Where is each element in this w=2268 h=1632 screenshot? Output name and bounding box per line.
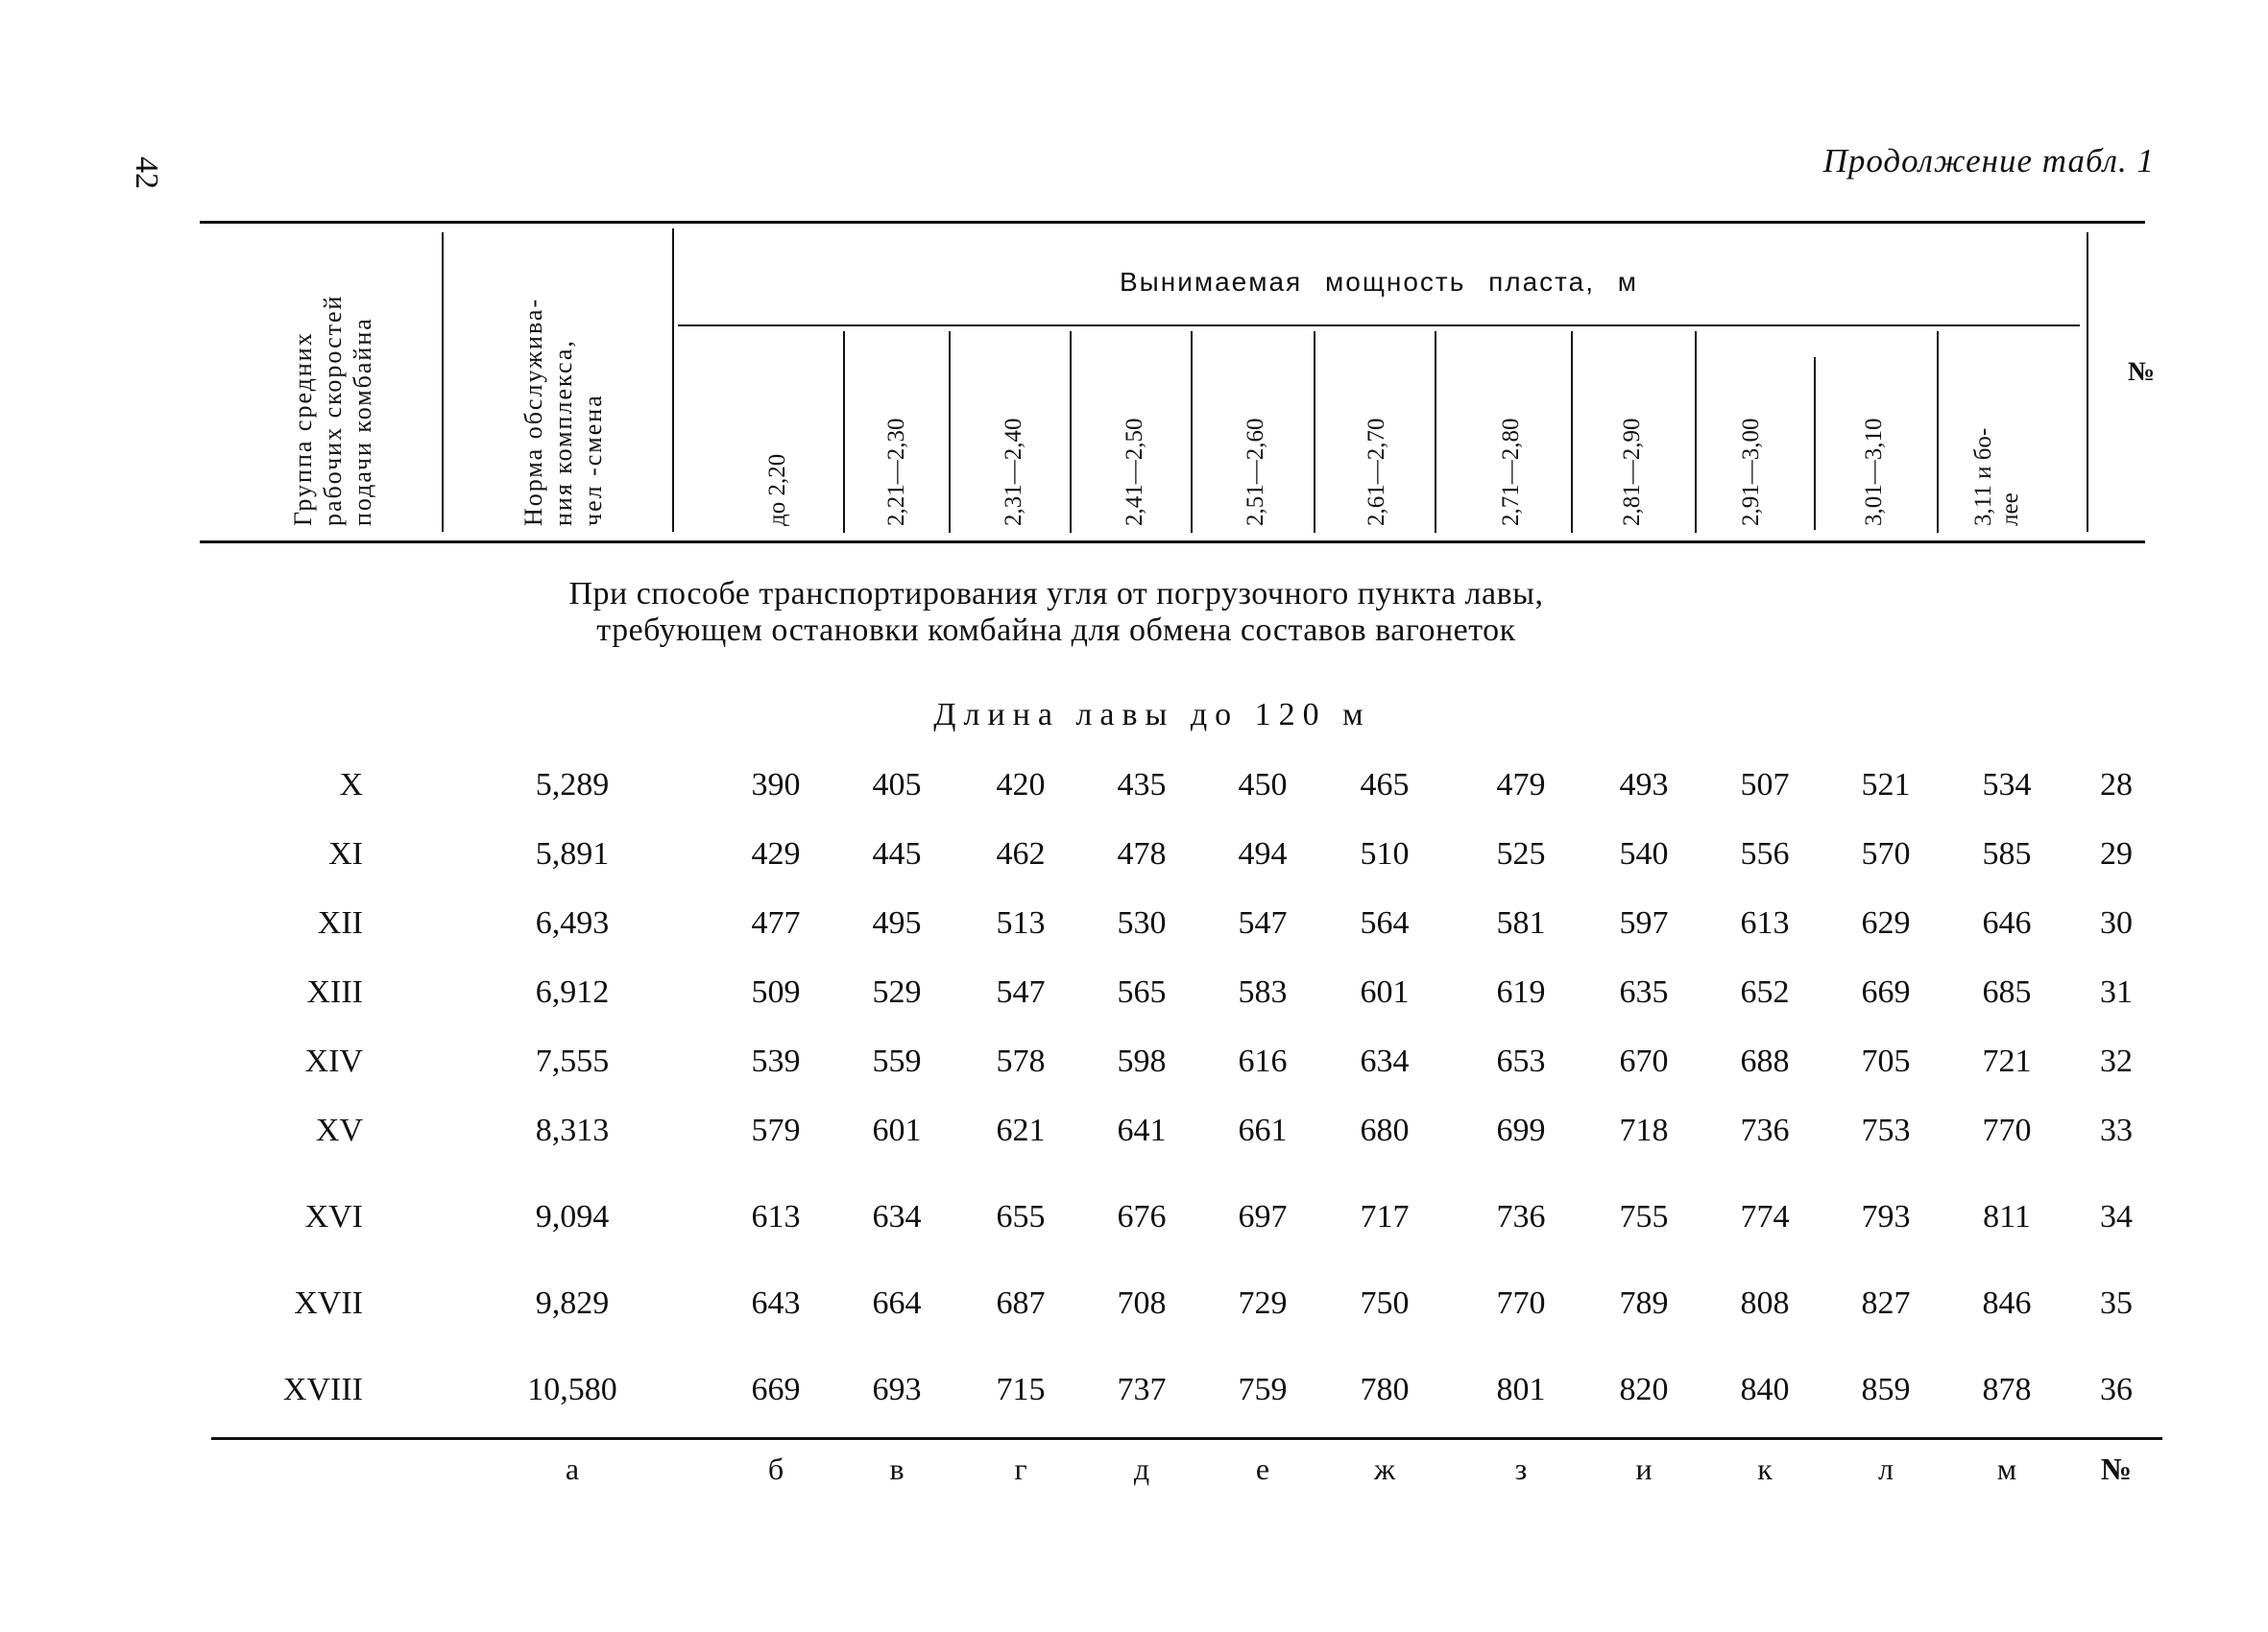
column-letter: м bbox=[1996, 1452, 2017, 1486]
value-cell: 827 bbox=[1861, 1285, 1911, 1321]
value-cell: 688 bbox=[1740, 1044, 1790, 1079]
divider-range bbox=[843, 331, 845, 533]
value-cell: 494 bbox=[1238, 836, 1288, 872]
value-cell: 717 bbox=[1360, 1199, 1410, 1235]
column-letter: в bbox=[889, 1452, 905, 1486]
value-cell: 616 bbox=[1238, 1044, 1288, 1079]
value-cell: 655 bbox=[996, 1199, 1046, 1235]
value-cell: 661 bbox=[1238, 1113, 1288, 1148]
value-cell: 583 bbox=[1238, 974, 1288, 1010]
norm-cell: 9,829 bbox=[535, 1285, 610, 1321]
section-subtitle: Длина лавы до 120 м bbox=[933, 697, 1371, 732]
value-cell: 601 bbox=[1360, 974, 1410, 1010]
value-cell: 556 bbox=[1740, 836, 1790, 872]
value-cell: 774 bbox=[1740, 1199, 1790, 1235]
value-cell: 697 bbox=[1238, 1199, 1288, 1235]
section-title: При способе транспортирования угля от погрузочного пункта лавы, требующем остановки комбайна для обмена составов вагонеток bbox=[568, 576, 1544, 648]
thickness-header: Вынимаемая мощность пласта, м bbox=[1119, 267, 1639, 297]
column-letter: и bbox=[1635, 1452, 1653, 1486]
value-cell: 736 bbox=[1740, 1113, 1790, 1148]
column-letter: л bbox=[1878, 1452, 1894, 1486]
value-cell: 808 bbox=[1740, 1285, 1790, 1321]
value-cell: 390 bbox=[751, 767, 801, 803]
value-cell: 619 bbox=[1496, 974, 1546, 1010]
row-number-cell: 31 bbox=[2100, 974, 2133, 1010]
column-letter: д bbox=[1133, 1452, 1150, 1486]
value-cell: 510 bbox=[1360, 836, 1410, 872]
norm-cell: 6,912 bbox=[535, 974, 610, 1010]
value-cell: 579 bbox=[751, 1113, 801, 1148]
value-cell: 693 bbox=[872, 1372, 922, 1407]
value-cell: 641 bbox=[1117, 1113, 1167, 1148]
value-cell: 601 bbox=[872, 1113, 922, 1148]
value-cell: 793 bbox=[1861, 1199, 1911, 1235]
column-letter: г bbox=[1014, 1452, 1027, 1486]
value-cell: 820 bbox=[1619, 1372, 1669, 1407]
value-cell: 462 bbox=[996, 836, 1046, 872]
row-number-cell: 33 bbox=[2100, 1113, 2133, 1148]
value-cell: 669 bbox=[1861, 974, 1911, 1010]
norm-cell: 5,289 bbox=[535, 767, 610, 803]
value-cell: 521 bbox=[1861, 767, 1911, 803]
value-cell: 547 bbox=[1238, 905, 1288, 941]
value-cell: 495 bbox=[872, 905, 922, 941]
value-cell: 477 bbox=[751, 905, 801, 941]
value-cell: 670 bbox=[1619, 1044, 1669, 1079]
value-cell: 478 bbox=[1117, 836, 1167, 872]
group-cell: XIV bbox=[304, 1044, 363, 1079]
value-cell: 547 bbox=[996, 974, 1046, 1010]
value-cell: 770 bbox=[1982, 1113, 2032, 1148]
row-number-cell: 36 bbox=[2100, 1372, 2133, 1407]
divider-number bbox=[2087, 232, 2088, 532]
value-cell: 664 bbox=[872, 1285, 922, 1321]
value-cell: 750 bbox=[1360, 1285, 1410, 1321]
divider-range bbox=[1191, 331, 1193, 533]
value-cell: 621 bbox=[996, 1113, 1046, 1148]
norm-cell: 10,580 bbox=[527, 1372, 617, 1407]
value-cell: 581 bbox=[1496, 905, 1546, 941]
value-cell: 540 bbox=[1619, 836, 1669, 872]
value-cell: 613 bbox=[1740, 905, 1790, 941]
thickness-underline bbox=[678, 324, 2080, 326]
divider-range bbox=[1695, 331, 1697, 533]
value-cell: 643 bbox=[751, 1285, 801, 1321]
group-cell: X bbox=[339, 767, 363, 803]
norm-cell: 5,891 bbox=[535, 836, 610, 872]
row-number-cell: 28 bbox=[2100, 767, 2133, 803]
divider-group bbox=[442, 232, 444, 532]
norm-cell: 8,313 bbox=[535, 1113, 610, 1148]
table-top-rule bbox=[200, 221, 2145, 224]
value-cell: 405 bbox=[872, 767, 922, 803]
value-cell: 565 bbox=[1117, 974, 1167, 1010]
group-cell: XVI bbox=[304, 1199, 363, 1235]
value-cell: 753 bbox=[1861, 1113, 1911, 1148]
group-cell: XVIII bbox=[282, 1372, 363, 1407]
value-cell: 513 bbox=[996, 905, 1046, 941]
divider-range bbox=[949, 331, 951, 533]
value-cell: 755 bbox=[1619, 1199, 1669, 1235]
value-cell: 729 bbox=[1238, 1285, 1288, 1321]
column-letter: № bbox=[2100, 1452, 2133, 1486]
value-cell: 530 bbox=[1117, 905, 1167, 941]
row-number-cell: 34 bbox=[2100, 1199, 2133, 1235]
value-cell: 479 bbox=[1496, 767, 1546, 803]
column-letter: к bbox=[1757, 1452, 1773, 1486]
value-cell: 465 bbox=[1360, 767, 1410, 803]
divider-range bbox=[1814, 357, 1816, 530]
value-cell: 445 bbox=[872, 836, 922, 872]
footer-rule bbox=[211, 1437, 2162, 1440]
value-cell: 736 bbox=[1496, 1199, 1546, 1235]
value-cell: 493 bbox=[1619, 767, 1669, 803]
value-cell: 715 bbox=[996, 1372, 1046, 1407]
value-cell: 685 bbox=[1982, 974, 2032, 1010]
value-cell: 737 bbox=[1117, 1372, 1167, 1407]
value-cell: 570 bbox=[1861, 836, 1911, 872]
value-cell: 420 bbox=[996, 767, 1046, 803]
value-cell: 676 bbox=[1117, 1199, 1167, 1235]
value-cell: 780 bbox=[1360, 1372, 1410, 1407]
row-number-cell: 35 bbox=[2100, 1285, 2133, 1321]
value-cell: 811 bbox=[1983, 1199, 2031, 1235]
value-cell: 801 bbox=[1496, 1372, 1546, 1407]
divider-norm bbox=[672, 228, 674, 532]
value-cell: 770 bbox=[1496, 1285, 1546, 1321]
value-cell: 846 bbox=[1982, 1285, 2032, 1321]
divider-range bbox=[1070, 331, 1072, 533]
value-cell: 721 bbox=[1982, 1044, 2032, 1079]
divider-range bbox=[1571, 331, 1573, 533]
value-cell: 585 bbox=[1982, 836, 2032, 872]
norm-cell: 7,555 bbox=[535, 1044, 610, 1079]
value-cell: 598 bbox=[1117, 1044, 1167, 1079]
value-cell: 718 bbox=[1619, 1113, 1669, 1148]
column-letter: б bbox=[767, 1452, 784, 1486]
value-cell: 578 bbox=[996, 1044, 1046, 1079]
value-cell: 705 bbox=[1861, 1044, 1911, 1079]
value-cell: 878 bbox=[1982, 1372, 2032, 1407]
value-cell: 429 bbox=[751, 836, 801, 872]
value-cell: 634 bbox=[872, 1199, 922, 1235]
column-letter: ж bbox=[1373, 1452, 1396, 1486]
value-cell: 525 bbox=[1496, 836, 1546, 872]
value-cell: 687 bbox=[996, 1285, 1046, 1321]
group-cell: XIII bbox=[306, 974, 363, 1010]
value-cell: 840 bbox=[1740, 1372, 1790, 1407]
value-cell: 629 bbox=[1861, 905, 1911, 941]
value-cell: 634 bbox=[1360, 1044, 1410, 1079]
group-cell: XVII bbox=[294, 1285, 363, 1321]
divider-range bbox=[1435, 331, 1436, 533]
value-cell: 613 bbox=[751, 1199, 801, 1235]
column-letter: а bbox=[565, 1452, 580, 1486]
header-bottom-rule bbox=[200, 540, 2145, 543]
group-cell: XII bbox=[317, 905, 363, 941]
value-cell: 507 bbox=[1740, 767, 1790, 803]
divider-range bbox=[1314, 331, 1315, 533]
value-cell: 789 bbox=[1619, 1285, 1669, 1321]
value-cell: 669 bbox=[751, 1372, 801, 1407]
column-letter: з bbox=[1514, 1452, 1528, 1486]
value-cell: 539 bbox=[751, 1044, 801, 1079]
group-cell: XV bbox=[315, 1113, 363, 1148]
value-cell: 559 bbox=[872, 1044, 922, 1079]
value-cell: 509 bbox=[751, 974, 801, 1010]
row-number-cell: 29 bbox=[2100, 836, 2133, 872]
value-cell: 529 bbox=[872, 974, 922, 1010]
value-cell: 564 bbox=[1360, 905, 1410, 941]
norm-cell: 9,094 bbox=[535, 1199, 610, 1235]
value-cell: 435 bbox=[1117, 767, 1167, 803]
page-number: 42 bbox=[129, 156, 164, 189]
divider-range bbox=[1937, 331, 1939, 533]
value-cell: 859 bbox=[1861, 1372, 1911, 1407]
value-cell: 699 bbox=[1496, 1113, 1546, 1148]
column-letter: е bbox=[1255, 1452, 1270, 1486]
norm-cell: 6,493 bbox=[535, 905, 610, 941]
value-cell: 652 bbox=[1740, 974, 1790, 1010]
number-column-header: № bbox=[2127, 357, 2156, 387]
row-number-cell: 32 bbox=[2100, 1044, 2133, 1079]
continuation-caption: Продолжение табл. 1 bbox=[1822, 142, 2155, 180]
value-cell: 635 bbox=[1619, 974, 1669, 1010]
group-cell: XI bbox=[328, 836, 363, 872]
value-cell: 646 bbox=[1982, 905, 2032, 941]
value-cell: 680 bbox=[1360, 1113, 1410, 1148]
value-cell: 653 bbox=[1496, 1044, 1546, 1079]
row-number-cell: 30 bbox=[2100, 905, 2133, 941]
value-cell: 534 bbox=[1982, 767, 2032, 803]
value-cell: 759 bbox=[1238, 1372, 1288, 1407]
value-cell: 450 bbox=[1238, 767, 1288, 803]
value-cell: 708 bbox=[1117, 1285, 1167, 1321]
value-cell: 597 bbox=[1619, 905, 1669, 941]
